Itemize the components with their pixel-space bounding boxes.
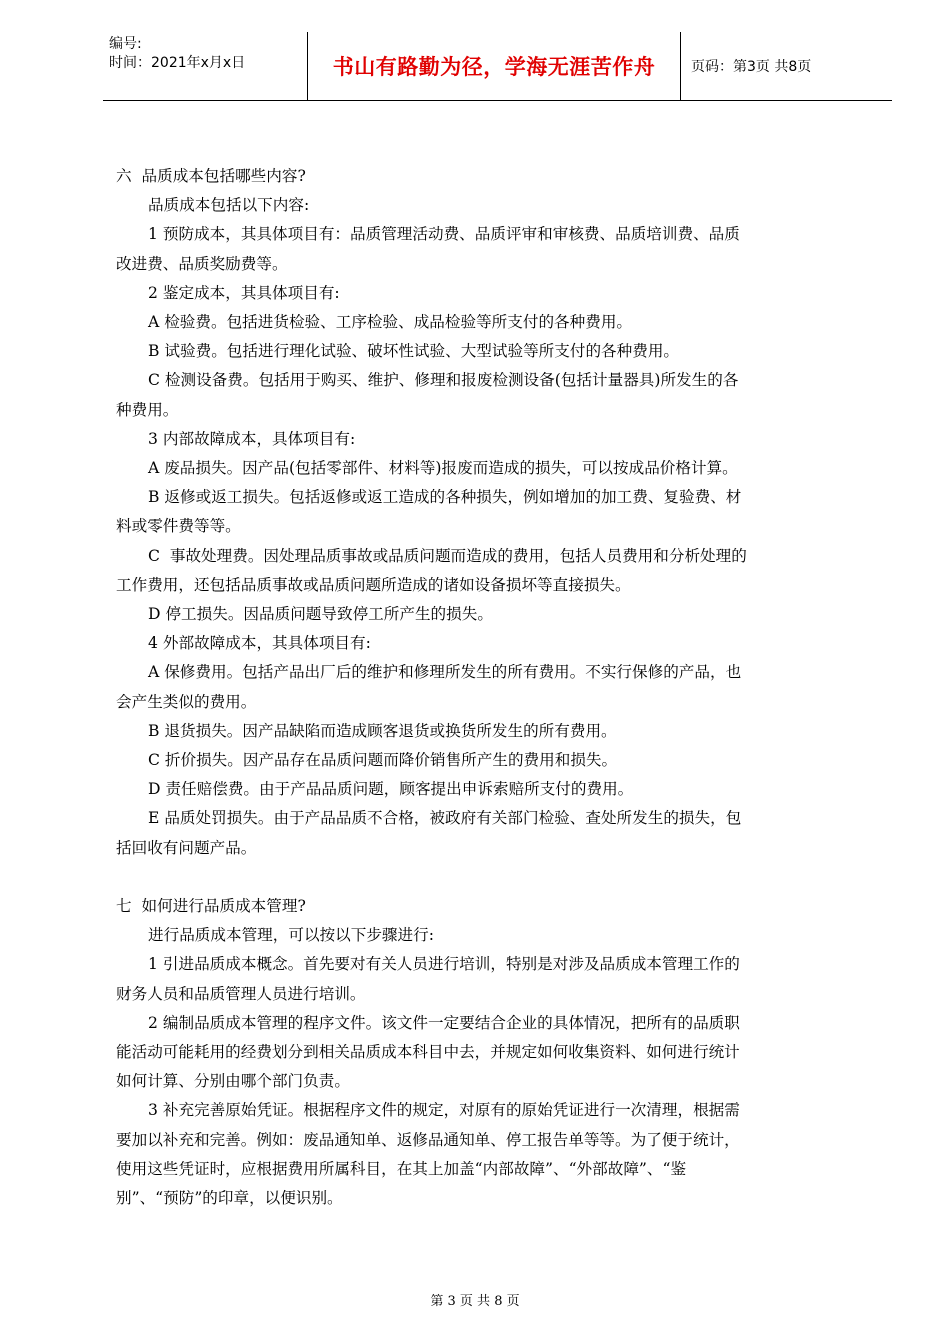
body-line: 财务人员和品质管理人员进行培训。: [116, 984, 366, 1003]
body-line: 会产生类似的费用。: [116, 692, 257, 711]
body-line: 2 鉴定成本，其具体项目有:: [148, 283, 340, 302]
body-line: 进行品质成本管理，可以按以下步骤进行:: [148, 926, 434, 945]
body-line: D 停工损失。因品质问题导致停工所产生的损失。: [148, 605, 493, 624]
page-footer: 第 3 页 共 8 页: [430, 1294, 520, 1309]
body-line: A 检验费。包括进货检验、工序检验、成品检验等所支付的各种费用。: [148, 313, 633, 332]
body-line: 种费用。: [116, 400, 179, 419]
body-line: 3 内部故障成本，具体项目有:: [148, 429, 356, 448]
body-line: 1 引进品质成本概念。首先要对有关人员进行培训，特别是对涉及品质成本管理工作的: [148, 955, 740, 974]
body-line: A 保修费用。包括产品出厂后的维护和修理所发生的所有费用。不实行保修的产品，也: [148, 663, 742, 682]
body-line: E 品质处罚损失。由于产品品质不合格，被政府有关部门检验、查处所发生的损失，包: [148, 809, 742, 828]
header-divider: [103, 100, 892, 101]
body-line: B 退货损失。因产品缺陷而造成顾客退货或换货所发生的所有费用。: [148, 721, 617, 740]
body-line: C 折价损失。因产品存在品质问题而降价销售所产生的费用和损失。: [148, 751, 618, 770]
blank-line: [116, 863, 886, 892]
body-line: 3 补充完善原始凭证。根据程序文件的规定，对原有的原始凭证进行一次清理，根据需: [148, 1101, 740, 1120]
document-time-label: 时间：2021年x月x日: [109, 55, 246, 71]
body-line: C 检测设备费。包括用于购买、维护、修理和报废检测设备(包括计量器具)所发生的各: [148, 371, 739, 390]
body-line: 七 如何进行品质成本管理?: [116, 897, 306, 916]
header-left-cell: [103, 32, 308, 100]
document-number-label: 编号:: [109, 36, 142, 52]
body-line: B 返修或返工损失。包括返修或返工造成的各种损失，例如增加的加工费、复验费、材: [148, 488, 742, 507]
body-line: 要加以补充和完善。例如：废品通知单、返修品通知单、停工报告单等等。为了便于统计，: [116, 1130, 740, 1149]
body-line: 括回收有问题产品。: [116, 838, 257, 857]
header-table: [103, 32, 892, 100]
body-line: 1 预防成本，其具体项目有：品质管理活动费、品质评审和审核费、品质培训费、品质: [148, 225, 740, 244]
document-body: [116, 162, 886, 1213]
body-line: 工作费用，还包括品质事故或品质问题所造成的诸如设备损坏等直接损失。: [116, 575, 631, 594]
body-line: A 废品损失。因产品(包括零部件、材料等)报废而造成的损失，可以按成品价格计算。: [148, 459, 738, 478]
body-line: 能活动可能耗用的经费划分到相关品质成本科目中去，并规定如何收集资料、如何进行统计: [116, 1043, 740, 1062]
body-line: 4 外部故障成本，其具体项目有:: [148, 634, 371, 653]
body-line: 2 编制品质成本管理的程序文件。该文件一定要结合企业的具体情况，把所有的品质职: [148, 1013, 740, 1032]
header-page-info: 页码：第3页 共8页: [691, 59, 812, 75]
body-line: D 责任赔偿费。由于产品品质问题，顾客提出申诉索赔所支付的费用。: [148, 780, 634, 799]
body-line: 改进费、品质奖励费等。: [116, 254, 288, 273]
body-line: B 试验费。包括进行理化试验、破坏性试验、大型试验等所支付的各种费用。: [148, 342, 680, 361]
body-line: 如何计算、分别由哪个部门负责。: [116, 1072, 350, 1091]
body-line: 料或零件费等等。: [116, 517, 241, 536]
body-line: C 事故处理费。因处理品质事故或品质问题而造成的费用，包括人员费用和分析处理的: [148, 546, 747, 565]
header-motto: 书山有路勤为径，学海无涯苦作舟: [308, 32, 681, 100]
body-line: 品质成本包括以下内容:: [148, 196, 310, 215]
body-line: 别”、“预防”的印章，以便识别。: [116, 1189, 343, 1208]
body-line: 使用这些凭证时，应根据费用所属科目，在其上加盖“内部故障”、“外部故障”、“鉴: [116, 1159, 687, 1178]
body-line: 六 品质成本包括哪些内容?: [116, 167, 306, 185]
